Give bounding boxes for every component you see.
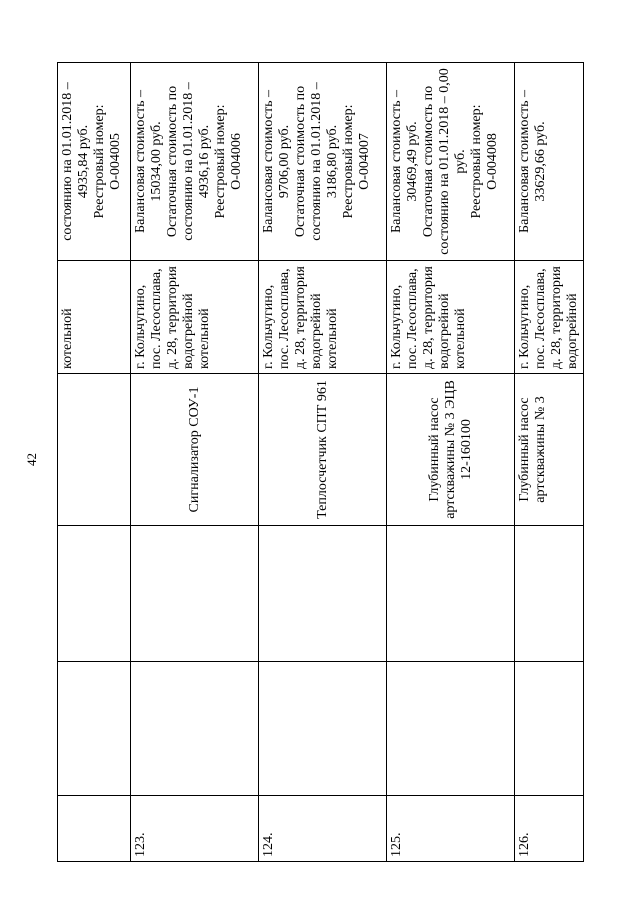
- detail-line: 9706,00 руб.: [277, 124, 292, 199]
- page-number: 42: [24, 453, 39, 466]
- item-name: Сигнализатор СОУ-1: [131, 374, 259, 526]
- empty-cell: [387, 662, 515, 796]
- detail-line: состоянию на 01.01.2018 –: [181, 82, 196, 241]
- item-address: котельной: [58, 261, 131, 374]
- detail-line: Остаточная стоимость по: [421, 85, 436, 238]
- item-name: Теплосчетчик СПТ 961: [259, 374, 387, 526]
- detail-line: Балансовая стоимость –: [133, 90, 148, 233]
- detail-line: 3186,80 руб.: [325, 124, 340, 199]
- empty-cell: [58, 662, 131, 796]
- item-details: [387, 63, 515, 261]
- detail-line: О-004005: [108, 133, 123, 190]
- empty-cell: [387, 526, 515, 662]
- item-address: г. Кольчугино, пос. Лесосплава, д. 28, территория водогрейной котельной: [387, 261, 515, 374]
- detail-line: 33629,66 руб.: [533, 121, 548, 202]
- table-row: [131, 63, 259, 862]
- detail-line: состоянию на 01.01.2018 –: [60, 82, 75, 241]
- row-number: 124.: [259, 796, 387, 862]
- detail-line: состоянию на 01.01.2018 –: [309, 82, 324, 241]
- item-name: [58, 374, 131, 526]
- empty-cell: [58, 526, 131, 662]
- row-number: 126.: [515, 796, 584, 862]
- item-address: г. Кольчугино, пос. Лесосплава, д. 28, территория водогрейной котельной: [131, 261, 259, 374]
- detail-line: состоянию на 01.01.2018 – 0,00: [437, 68, 452, 255]
- property-table: [57, 62, 584, 862]
- detail-line: Остаточная стоимость по: [165, 85, 180, 238]
- detail-line: 30469,49 руб.: [405, 121, 420, 202]
- item-address: г. Кольчугино, пос. Лесосплава, д. 28, территория водогрейной котельной: [259, 261, 387, 374]
- detail-line: 4936,16 руб.: [197, 124, 212, 199]
- detail-line: О-004006: [229, 133, 244, 190]
- empty-cell: [515, 526, 584, 662]
- empty-cell: [259, 526, 387, 662]
- table-row: [387, 63, 515, 862]
- row-number: [58, 796, 131, 862]
- detail-line: О-004007: [357, 133, 372, 190]
- table-row: [58, 63, 131, 862]
- detail-line: руб.: [453, 149, 468, 174]
- detail-line: Остаточная стоимость по: [293, 85, 308, 238]
- table-row: [515, 63, 584, 862]
- property-table-rotated: [57, 63, 580, 862]
- detail-line: О-004008: [485, 133, 500, 190]
- detail-line: Реестровый номер:: [469, 104, 484, 219]
- row-number: 125.: [387, 796, 515, 862]
- item-name: Глубинный насос артскважины № 3: [515, 374, 584, 526]
- item-details: [131, 63, 259, 261]
- table-row: [259, 63, 387, 862]
- empty-cell: [515, 662, 584, 796]
- empty-cell: [131, 662, 259, 796]
- row-number: 123.: [131, 796, 259, 862]
- detail-line: 4935,84 руб.: [76, 124, 91, 199]
- detail-line: Реестровый номер:: [92, 104, 107, 219]
- empty-cell: [259, 662, 387, 796]
- item-details: [58, 63, 131, 261]
- detail-line: Балансовая стоимость –: [261, 90, 276, 233]
- item-details: [515, 63, 584, 261]
- detail-line: Реестровый номер:: [341, 104, 356, 219]
- item-details: [259, 63, 387, 261]
- detail-line: 15034,00 руб.: [149, 121, 164, 202]
- item-name: Глубинный насос артскважины № 3 ЭЦВ 12-160100: [387, 374, 515, 526]
- detail-line: Балансовая стоимость –: [517, 90, 532, 233]
- detail-line: Балансовая стоимость –: [389, 90, 404, 233]
- empty-cell: [131, 526, 259, 662]
- detail-line: Реестровый номер:: [213, 104, 228, 219]
- item-address: г. Кольчугино, пос. Лесосплава, д. 28, территория водогрейной: [515, 261, 584, 374]
